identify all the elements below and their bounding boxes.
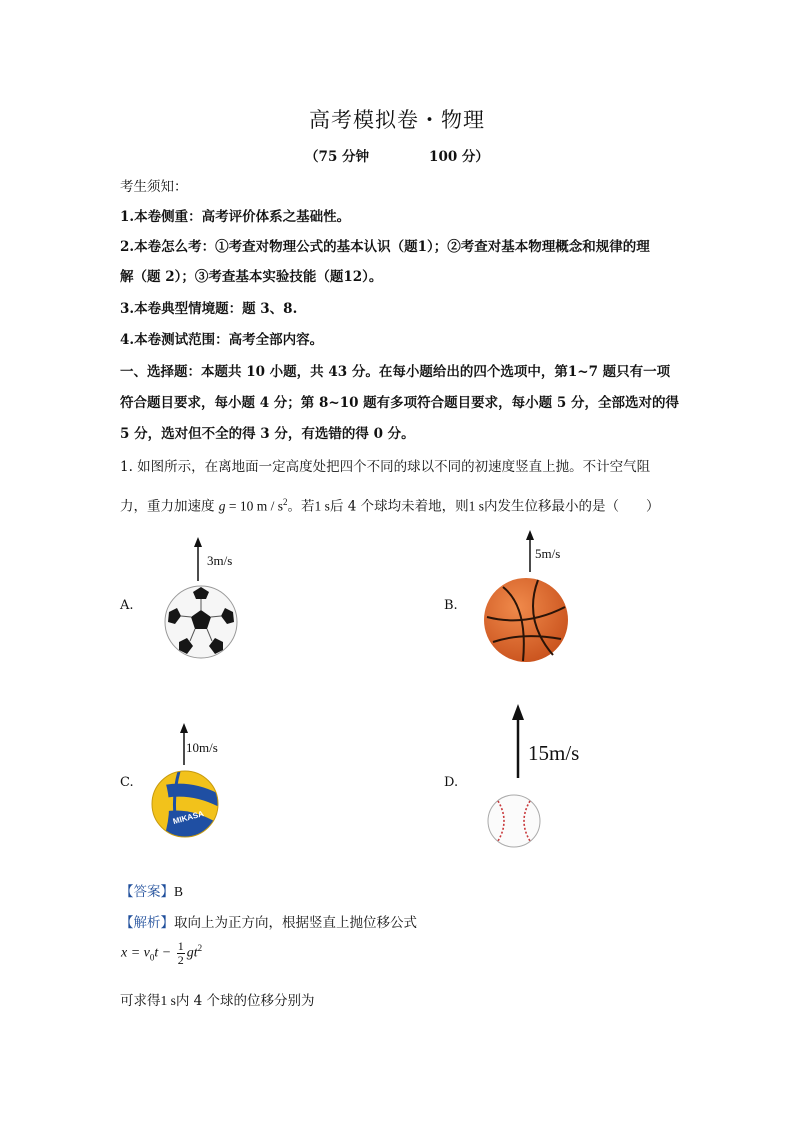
- answer-line: [120, 882, 183, 902]
- baseball-icon: [486, 793, 542, 849]
- question-1-line-2: 力，重力加速度 g = 10 m / $s^2$。若1 s后 4 个球均未着地，则1 s内发生位移最小的是（ ）: [120, 497, 660, 515]
- notice-item-2-line-2: 解（题 2）；③考查基本实验技能（题12）。: [120, 269, 383, 285]
- volleyball-icon: [151, 770, 219, 838]
- question-1-line-1: 1. 如图所示，在离地面一定高度处把四个不同的球以不同的初速度竖直上抛。不计空气阻: [120, 459, 651, 475]
- option-d-arrow: [509, 704, 527, 778]
- section-instructions-line-1: 一、选择题：本题共 10 小题，共 43 分。在每小题给出的四个选项中，第1~7 题只有一项: [120, 364, 671, 380]
- option-b-letter: B.: [444, 598, 458, 613]
- page-title: 高考模拟卷・物理: [309, 108, 485, 132]
- displacement-formula: $x = v_0t$ − $\frac{1}{2}$ $gt^2$: [121, 939, 203, 967]
- section-instructions-line-3: 5 分，选对但不全的得 3 分，有选错的得 0 分。: [120, 426, 415, 442]
- basketball-icon: [483, 577, 569, 663]
- option-d-speed: 15m/s: [528, 741, 580, 765]
- option-a-speed: 3m/s: [207, 553, 233, 568]
- option-c-speed: 10m/s: [186, 740, 218, 755]
- option-c-letter: C.: [120, 775, 134, 790]
- option-a-letter: A.: [120, 598, 134, 613]
- option-b-speed: 5m/s: [535, 546, 561, 561]
- notice-item-4: 4.本卷测试范围：高考全部内容。: [120, 332, 324, 348]
- answer-value: B: [174, 884, 184, 899]
- option-d-letter: D.: [444, 775, 459, 790]
- option-a-arrow: [190, 537, 206, 581]
- notice-item-2-line-1: 2.本卷怎么考：①考查对物理公式的基本认识（题1）；②考查对基本物理概念和规律的理: [120, 239, 650, 255]
- analysis-tag: 【解析】: [120, 915, 174, 931]
- soccer-ball-icon: [163, 584, 239, 660]
- section-instructions-line-2: 符合题目要求，每小题 4 分；第 8~10 题有多项符合题目要求，每小题 5 分，全部选对的得: [120, 395, 679, 411]
- notice-item-3: 3.本卷典型情境题：题 3、8.: [120, 301, 298, 317]
- notice-heading: 考生须知：: [120, 179, 188, 195]
- answer-tag: 【答案】: [120, 884, 174, 900]
- exam-time: （75 分钟: [305, 149, 370, 165]
- exam-meta: [0, 145, 794, 165]
- analysis-conclusion: 可求得1 s内 4 个球的位移分别为: [120, 993, 315, 1009]
- notice-item-1: 1.本卷侧重：高考评价体系之基础性。: [120, 209, 351, 225]
- volleyball-brand: MIKASA: [171, 809, 205, 827]
- analysis-line: 【解析】取向上为正方向，根据竖直上抛位移公式: [120, 915, 417, 931]
- exam-score: 100 分）: [429, 149, 489, 165]
